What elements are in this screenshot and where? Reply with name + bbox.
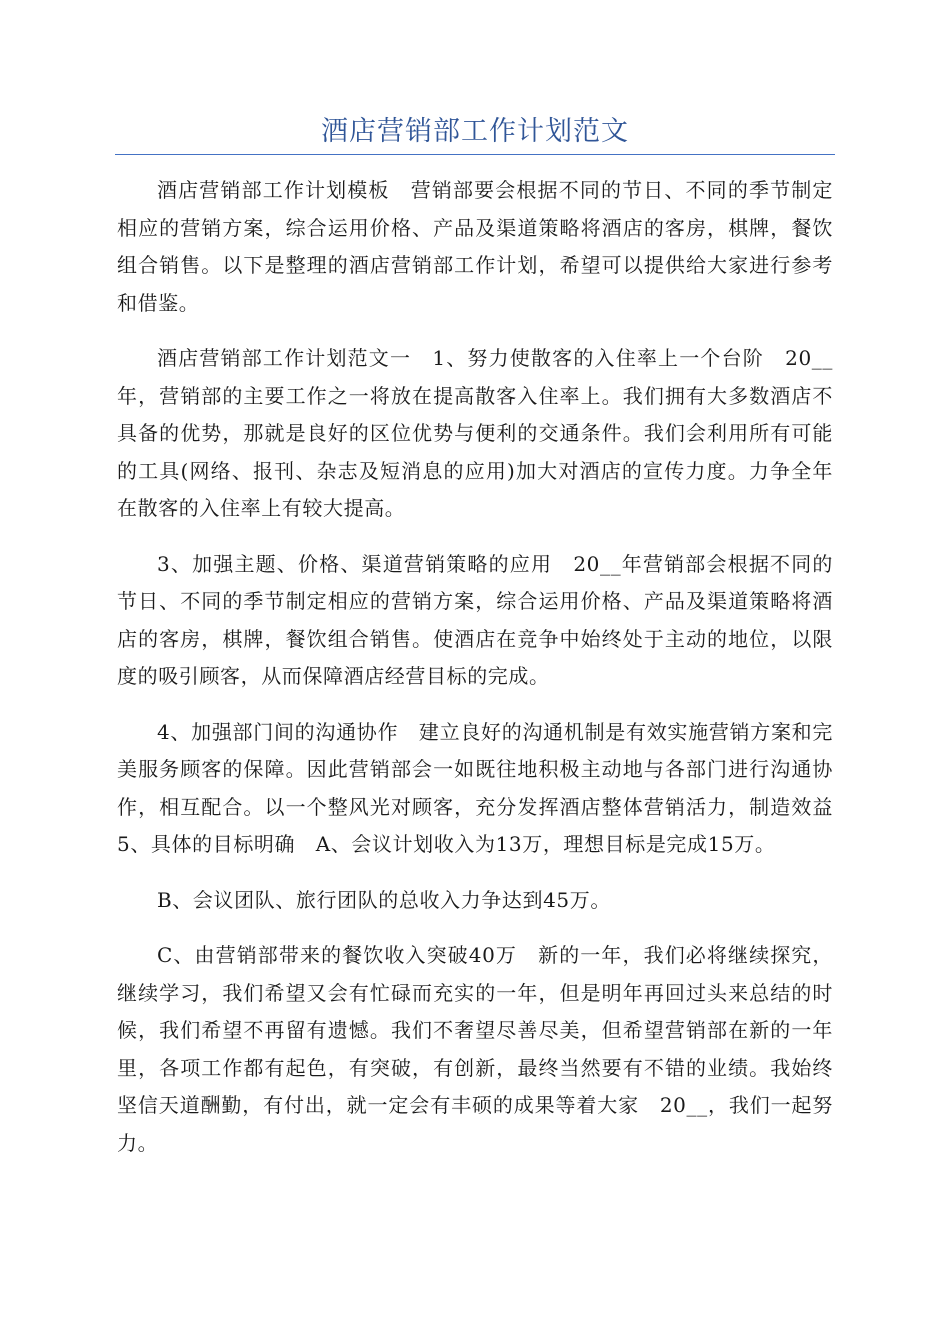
document-body (117, 172, 854, 1180)
document-title: 酒店营销部工作计划范文 (321, 116, 629, 147)
paragraph-target-b: B、会议团队、旅行团队的总收入力争达到45万。 (157, 887, 611, 912)
paragraph-plan-3: 3、加强主题、价格、渠道营销策略的应用 20__年营销部会根据不同的节日、不同的季节制定相应的营销方案，综合运用价格、产品及渠道策略将酒店的客房，棋牌，餐饮组合销售。使酒店在竞争中始终处于主动的地位，以限度的吸引顾客，从而保障酒店经营目标的完成。 (117, 551, 833, 688)
paragraph-plan-1: 酒店营销部工作计划范文一 1、努力使散客的入住率上一个台阶 20__年，营销部的主要工作之一将放在提高散客入住率上。我们拥有大多数酒店不具备的优势，那就是良好的区位优势与便利的交通条件。我们会利用所有可能的工具(网络、报刊、杂志及短消息的应用)加大对酒店的宣传力度。力争全年在散客的入住率上有较大提高。 (117, 346, 833, 520)
title-underline (115, 154, 835, 155)
paragraph-plan-4-5: 4、加强部门间的沟通协作 建立良好的沟通机制是有效实施营销方案和完美服务顾客的保障。因此营销部会一如既往地积极主动地与各部门进行沟通协作，相互配合。以一个整风光对顾客，充分发挥酒店整体营销活力，制造效益 5、具体的目标明确 A、会议计划收入为13万，理想目标是完成15万。 (117, 719, 854, 856)
paragraph-target-c: C、由营销部带来的餐饮收入突破40万 新的一年，我们必将继续探究，继续学习，我们希望又会有忙碌而充实的一年，但是明年再回过头来总结的时候，我们希望不再留有遗憾。我们不奢望尽善尽美，但希望营销部在新的一年里，各项工作都有起色，有突破，有创新，最终当然要有不错的业绩。我始终坚信天道酬勤，有付出，就一定会有丰硕的成果等着大家 20__，我们一起努力。 (117, 943, 833, 1155)
paragraph-intro: 酒店营销部工作计划模板 营销部要会根据不同的节日、不同的季节制定相应的营销方案，综合运用价格、产品及渠道策略将酒店的客房，棋牌，餐饮组合销售。以下是整理的酒店营销部工作计划，希望可以提供给大家进行参考和借鉴。 (117, 178, 833, 315)
